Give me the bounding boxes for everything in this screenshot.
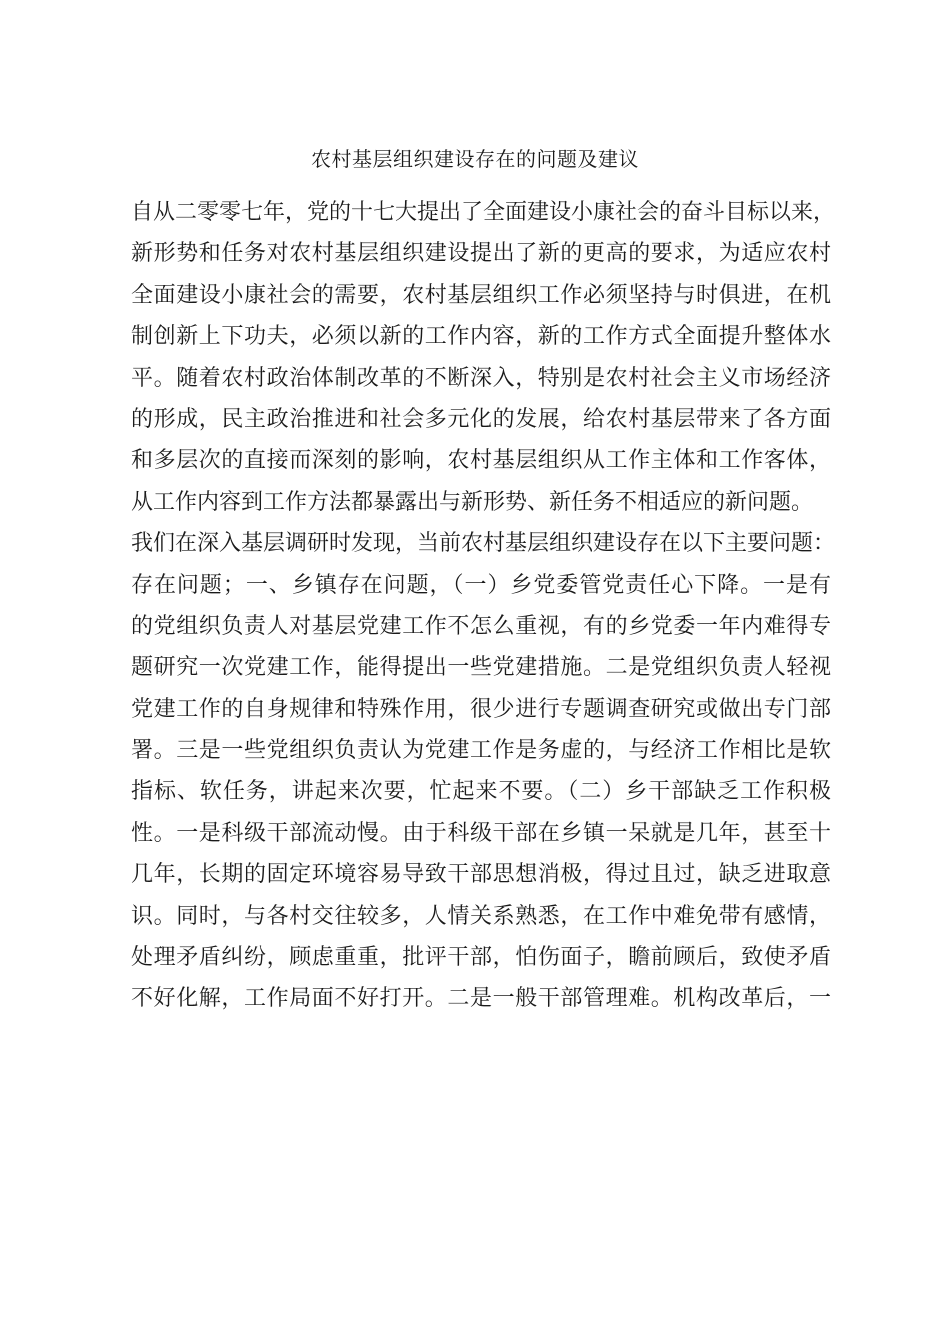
body-line: 全面建设小康社会的需要，农村基层组织工作必须坚持与时俱进，在机: [131, 282, 831, 308]
body-line: 识。同时，与各村交往较多，人情关系熟悉，在工作中难免带有感情，: [131, 903, 831, 929]
body-line: 指标、软任务，讲起来次要，忙起来不要。（二）乡干部缺乏工作积极: [131, 779, 831, 805]
body-line: 从工作内容到工作方法都暴露出与新形势、新任务不相适应的新问题。: [131, 489, 814, 515]
body-line: 和多层次的直接而深刻的影响，农村基层组织从工作主体和工作客体，: [131, 448, 831, 474]
body-line: 新形势和任务对农村基层组织建设提出了新的更高的要求，为适应农村: [131, 241, 831, 267]
body-line: 党建工作的自身规律和特殊作用，很少进行专题调查研究或做出专门部: [131, 696, 831, 722]
body-line: 制创新上下功夫，必须以新的工作内容，新的工作方式全面提升整体水: [131, 324, 831, 350]
document-body: [131, 192, 836, 1020]
body-line: 的形成，民主政治推进和社会多元化的发展，给农村基层带来了各方面: [131, 406, 831, 432]
body-line: 存在问题；一、乡镇存在问题，（一）乡党委管党责任心下降。一是有: [131, 572, 831, 598]
body-line: 性。一是科级干部流动慢。由于科级干部在乡镇一呆就是几年，甚至十: [131, 820, 831, 846]
body-line: 几年，长期的固定环境容易导致干部思想消极，得过且过，缺乏进取意: [131, 862, 831, 888]
body-line: 处理矛盾纠纷，顾虑重重，批评干部，怕伤面子，瞻前顾后，致使矛盾: [131, 945, 831, 971]
body-line: 题研究一次党建工作，能得提出一些党建措施。二是党组织负责人轻视: [131, 655, 831, 681]
document-title: 农村基层组织建设存在的问题及建议: [311, 147, 639, 171]
body-line: 我们在深入基层调研时发现，当前农村基层组织建设存在以下主要问题：: [131, 531, 836, 557]
body-line: 署。三是一些党组织负责认为党建工作是务虚的，与经济工作相比是软: [131, 738, 831, 764]
body-line: 平。随着农村政治体制改革的不断深入，特别是农村社会主义市场经济: [131, 365, 831, 391]
body-line: 不好化解，工作局面不好打开。二是一般干部管理难。机构改革后，一: [131, 986, 831, 1012]
body-line: 自从二零零七年，党的十七大提出了全面建设小康社会的奋斗目标以来，: [131, 200, 836, 225]
body-line: 的党组织负责人对基层党建工作不怎么重视，有的乡党委一年内难得专: [131, 613, 831, 639]
